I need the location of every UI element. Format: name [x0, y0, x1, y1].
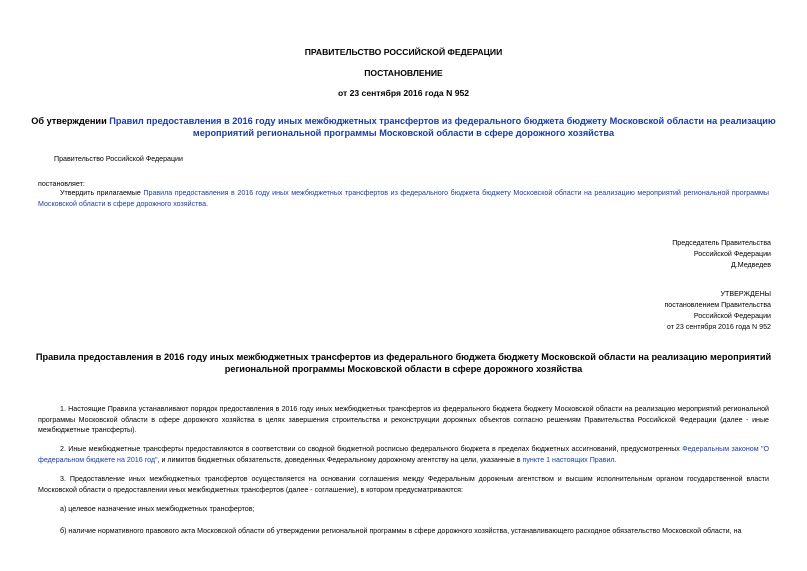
paragraph-3b: б) наличие нормативного правового акта Московской области об утверждении региональной программы в сфере дорожного хозяйства, устанавливающего расходное обязательство Московской области, на: [60, 527, 742, 535]
approval-line-4: от 23 сентября 2016 года N 952: [666, 323, 771, 331]
approve-prefix: Утвердить прилагаемые: [60, 189, 144, 197]
signature-line-3: Д.Медведев: [730, 261, 771, 269]
paragraph-1: 1. Настоящие Правила устанавливают порядок предоставления в 2016 году иных межбюджетных трансфертов из федерального бюджета бюджету Московской области на реализацию мероприятий региональной программы Московской области в сфере дорожного хозяйства в целях завершения строительства и реконструкции дорожных объектов согласно решениям Правительства Российской Федерации (далее - иные межбюджетные трансферты).: [38, 405, 769, 434]
signature-block: [672, 238, 771, 271]
approval-line-2: постановлением Правительства: [664, 301, 771, 309]
preamble-issuer: Правительство Российской Федерации: [54, 155, 183, 163]
approval-line-3: Российской Федерации: [693, 312, 771, 320]
doc-type-heading: ПОСТАНОВЛЕНИЕ: [364, 68, 443, 78]
approve-suffix: .: [206, 199, 208, 208]
signature-line-1: Председатель Правительства: [672, 239, 771, 247]
approval-line-1: УТВЕРЖДЕНЫ: [720, 290, 771, 298]
federal-law-link[interactable]: Федеральным законом "О федеральном бюджете на 2016 год": [38, 445, 769, 464]
p2-prefix: 2. Иные межбюджетные трансферты предоставляются в соответствии со сводной бюджетной росписью федерального бюджета в пределах бюджетных ассигнований, предусмотренных: [60, 445, 683, 453]
paragraph-2: [38, 444, 769, 465]
preamble-approve: [38, 188, 769, 209]
rules-title: Правила предоставления в 2016 году иных межбюджетных трансфертов из федерального бюджета бюджету Московской области на реализацию мероприятий региональной программы Московской области в сфере дорожного хозяйства: [35, 352, 772, 374]
rules-point-1-link[interactable]: пункте 1 настоящих Правил: [522, 455, 615, 464]
doc-date-number: от 23 сентября 2016 года N 952: [337, 88, 470, 98]
approve-rules-link[interactable]: Правила предоставления в 2016 году иных межбюджетных трансфертов из федерального бюджета бюджету Московской области на реализацию мероприятий региональной программы Московской области в сфере дорожного хозяйства: [38, 189, 769, 208]
document-title: [20, 115, 787, 139]
p2-middle: , и лимитов бюджетных обязательств, доведенных Федеральному дорожному агентству на цели, указанные в: [157, 455, 523, 464]
title-rules-link[interactable]: Правил предоставления в 2016 году иных межбюджетных трансфертов из федерального бюджета бюджету Московской области на реализацию мероприятий региональной программы Московской области в сфере дорожного хозяйства: [109, 116, 776, 138]
preamble-resolves: постановляет:: [38, 180, 85, 188]
title-prefix: Об утверждении: [31, 116, 110, 126]
paragraph-3: 3. Предоставление иных межбюджетных трансфертов осуществляется на основании соглашения между Федеральным дорожным агентством и высшим исполнительным органом государственной власти Московской области о предоставлении иных межбюджетных трансфертов (далее - соглашение), в котором предусматриваются:: [38, 475, 769, 494]
signature-line-2: Российской Федерации: [693, 250, 771, 258]
approval-stamp: [664, 289, 771, 333]
p2-suffix: .: [614, 455, 617, 464]
paragraph-3a: а) целевое назначение иных межбюджетных трансфертов;: [60, 505, 255, 513]
government-heading: ПРАВИТЕЛЬСТВО РОССИЙСКОЙ ФЕДЕРАЦИИ: [304, 47, 503, 57]
